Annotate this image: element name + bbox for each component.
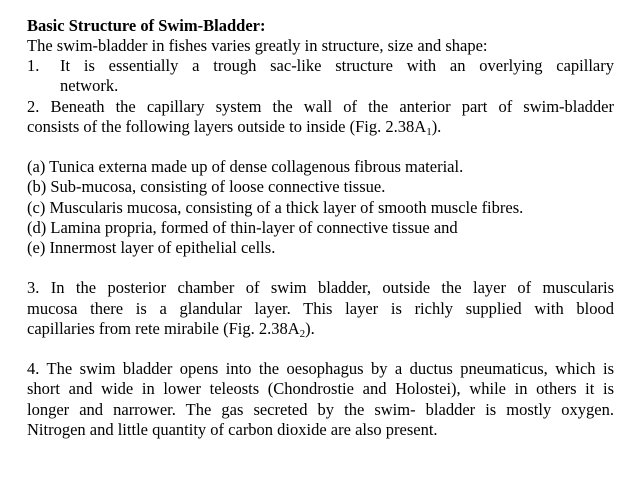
paragraph-gap — [27, 258, 614, 278]
point-2-line-1: 2. Beneath the capillary system the wall of the anterior part of swim-bladder — [27, 96, 614, 116]
figure-subscript-2: 2 — [299, 327, 306, 340]
layer-item-c: (c) Muscularis mucosa, consisting of a thick layer of smooth muscle fibres. — [27, 197, 524, 217]
point-4-line-1: 4. The swim bladder opens into the oesophagus by a ductus pneumaticus, which is — [27, 359, 614, 379]
point-2-line-2 — [27, 117, 614, 137]
point-4-line-2: short and wide in lower teleosts (Chondrostie and Holostei), while in others it is — [27, 379, 614, 399]
paragraph-gap — [27, 137, 614, 157]
point-4-line-3: longer and narrower. The gas secreted by the swim- bladder is mostly oxygen. — [27, 399, 614, 419]
point-1-number: 1. — [27, 56, 40, 76]
layer-item-d: (d) Lamina propria, formed of thin-layer of connective tissue and — [27, 217, 458, 237]
point-1-line-2: network. — [60, 76, 119, 96]
point-1-line-1: It is essentially a trough sac-like structure with an overlying capillary — [60, 56, 614, 76]
point-3-line-3 — [27, 319, 614, 339]
layer-item-b: (b) Sub-mucosa, consisting of loose connective tissue. — [27, 177, 386, 197]
point-1 — [27, 56, 614, 76]
point-3-line-3-text: capillaries from rete mirabile (Fig. 2.38A — [27, 318, 300, 338]
intro-line: The swim-bladder in fishes varies greatly in structure, size and shape: — [27, 36, 488, 55]
layer-item-a: (a) Tunica externa made up of dense collagenous fibrous material. — [27, 157, 464, 177]
point-2-line-2-text: consists of the following layers outside to inside (Fig. 2.38A — [27, 116, 427, 136]
layer-item-e: (e) Innermost layer of epithelial cells. — [27, 238, 276, 258]
figure-subscript-1: 1 — [426, 125, 432, 138]
point-3-line-3-end: ). — [305, 318, 315, 338]
point-4-line-4: Nitrogen and little quantity of carbon dioxide are also present. — [27, 419, 438, 439]
paragraph-gap — [27, 339, 614, 359]
document-title: Basic Structure of Swim-Bladder: — [27, 16, 266, 35]
point-3-line-1: 3. In the posterior chamber of swim bladder, outside the layer of muscularis — [27, 278, 614, 298]
point-3-line-2: mucosa there is a glandular layer. This layer is richly supplied with blood — [27, 298, 614, 318]
point-2-line-2-end: ). — [431, 116, 442, 136]
